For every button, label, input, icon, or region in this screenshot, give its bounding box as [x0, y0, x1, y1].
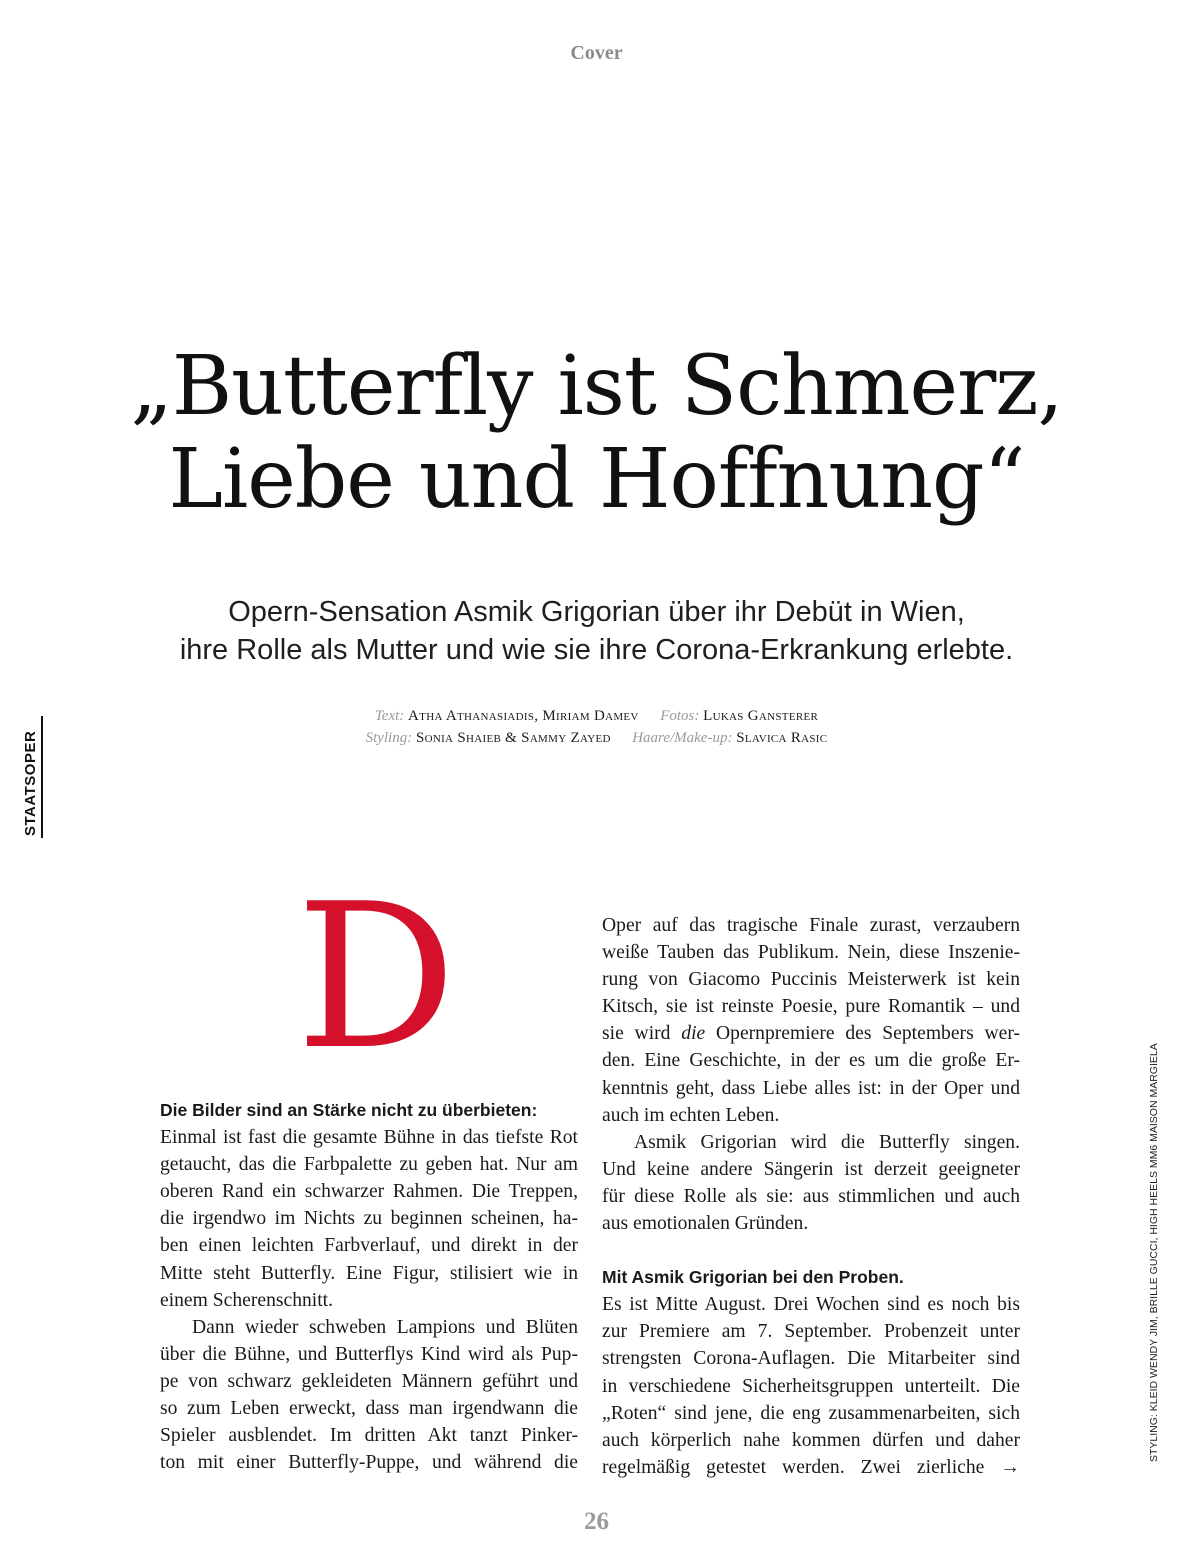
credit-name-styling: Sonia Shaieb & Sammy Zayed	[415, 729, 611, 746]
credit-role-styling: Styling:	[365, 729, 413, 746]
credit-name-hair: Slavica Rasic	[736, 729, 828, 746]
credits-line-2	[0, 728, 1193, 750]
paragraph-spacer	[602, 1237, 1020, 1264]
credit-role-text: Text:	[374, 708, 405, 724]
column-1-line: Einmal ist fast die gesamte Bühne in das tiefste Rot	[160, 1127, 578, 1149]
column-2-line: Oper auf das tragische Finale zurast, verzaubern	[602, 915, 1020, 936]
headline	[60, 340, 1133, 527]
column-2-line: kenntnis geht, dass Liebe alles ist: in der Oper und	[602, 1077, 1020, 1099]
column-1-line: ton mit einer Butterfly-Puppe, und während die	[160, 1452, 578, 1474]
column-2-line: den. Eine Geschichte, in der es um die große Er-	[602, 1050, 1020, 1072]
article-column-1	[160, 1097, 578, 1476]
column-2-line: Es ist Mitte August. Drei Wochen sind es noch bis	[602, 1294, 1020, 1316]
column-1-line: die irgendwo im Nichts zu beginnen scheinen, ha-	[160, 1208, 578, 1230]
subtitle	[40, 593, 1153, 670]
column-1-line: getaucht, das die Farbpalette zu geben hat. Nur am	[160, 1154, 578, 1176]
credits-line-1	[0, 706, 1193, 728]
column-1-line: Spieler ausblendet. Im dritten Akt tanzt Pinker-	[160, 1425, 578, 1447]
column-1-line: über die Bühne, und Butterflys Kind wird als Pup-	[160, 1343, 578, 1365]
column-2-line: Asmik Grigorian wird die Butterfly singen.	[634, 1131, 1020, 1153]
side-label-rule	[41, 716, 43, 838]
column-2-line: weiße Tauben das Publikum. Nein, diese Inszenie-	[602, 942, 1020, 964]
drop-cap: D	[296, 861, 457, 1094]
article-column-2	[602, 912, 1020, 1481]
column-1-line: pe von schwarz gekleideten Männern geführt und	[160, 1370, 578, 1392]
credit-role-hair: Haare/Make-up:	[632, 729, 733, 746]
styling-credit: STYLING: KLEID WENDY JIM, BRILLE GUCCI, HIGH HEELS MM6 MAISON MARGIELA	[1148, 1043, 1160, 1462]
column-2-line: auch körperlich nahe kommen dürfen und daher	[602, 1429, 1020, 1451]
column-1-line: so zum Leben erweckt, dass man irgendwann die	[160, 1398, 578, 1420]
headline-line-2: Liebe und Hoffnung“	[168, 432, 1025, 528]
column-1-line: Mitte steht Butterfly. Eine Figur, stilisiert wie in	[160, 1262, 578, 1284]
credit-name-text: Atha Athanasiadis, Miriam Damev	[408, 708, 639, 724]
emphasis-word: die	[681, 1023, 706, 1045]
column-2-line: Kitsch, sie ist reinste Poesie, pure Romantik – und	[602, 996, 1020, 1018]
subtitle-line-2: ihre Rolle als Mutter und wie sie ihre Corona-Erkrankung erlebte.	[179, 634, 1014, 667]
credit-name-photo: Lukas Gansterer	[703, 708, 819, 724]
emphasis-pre: sie wird	[602, 1023, 682, 1045]
credits	[0, 706, 1193, 750]
column-1-line: ben einen leichten Farbverlauf, und direkt in der	[160, 1235, 578, 1257]
column-1-line: oberen Rand ein schwarzer Rahmen. Die Treppen,	[160, 1181, 578, 1203]
column-2-line-emphasis	[602, 1020, 1020, 1047]
column-2-line: rung von Giacomo Puccinis Meisterwerk ist kein	[602, 969, 1020, 991]
column-2-line: Und keine andere Sängerin ist derzeit geeigneter	[602, 1158, 1020, 1180]
column-2-line: „Roten“ sind jene, die eng zusammenarbeiten, sich	[602, 1402, 1020, 1424]
column-2-line: aus emotionalen Gründen.	[602, 1213, 809, 1235]
column-2-line: in verschiedene Sicherheitsgruppen unterteilt. Die	[602, 1375, 1020, 1397]
column-2-line: regelmäßig getestet werden. Zwei zierliche →	[602, 1456, 1020, 1478]
credit-role-photo: Fotos:	[660, 708, 700, 724]
subtitle-line-1: Opern-Sensation Asmik Grigorian über ihr Debüt in Wien,	[228, 596, 965, 628]
headline-line-1: „Butterfly ist Schmerz,	[130, 339, 1063, 434]
column-2-line: auch im echten Leben.	[602, 1104, 780, 1126]
emphasis-post: Opernpremiere des Septembers wer-	[705, 1023, 1020, 1045]
column-2-line: für diese Rolle als sie: aus stimmlichen und auch	[602, 1185, 1020, 1207]
column-1-heading: Die Bilder sind an Stärke nicht zu überbieten:	[160, 1100, 538, 1120]
column-1-line: Dann wieder schweben Lampions und Blüten	[192, 1316, 578, 1338]
column-2-line: strengsten Corona-Auflagen. Die Mitarbeiter sind	[602, 1348, 1020, 1370]
column-2-line: zur Premiere am 7. September. Probenzeit unter	[602, 1321, 1020, 1343]
column-2-heading: Mit Asmik Grigorian bei den Proben.	[602, 1267, 904, 1288]
section-label: Cover	[570, 42, 623, 64]
column-1-line: einem Scherenschnitt.	[160, 1289, 334, 1311]
side-section-label: STAATSOPER	[22, 730, 39, 836]
page-number: 26	[584, 1508, 609, 1535]
